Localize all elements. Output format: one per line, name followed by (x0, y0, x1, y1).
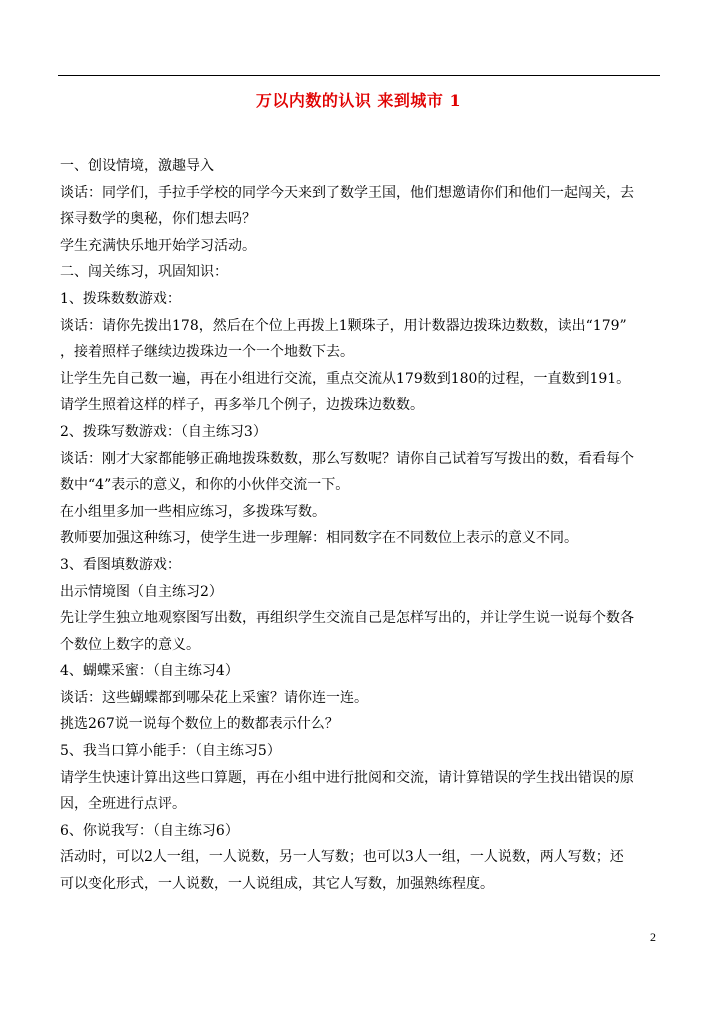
header-rule (58, 75, 660, 76)
text-line: 数中“4”表示的意义，和你的小伙伴交流一下。 (60, 477, 350, 494)
text-line: 5、我当口算小能手：（自主练习5） (60, 743, 281, 760)
text-line: 在小组里多加一些相应练习，多拨珠写数。 (60, 503, 326, 520)
text-line: 谈话：刚才大家都能够正确地拨珠数数，那么写数呢？请你自己试着写写拨出的数，看看每个 (60, 450, 634, 467)
document-title: 万以内数的认识 来到城市 1 (255, 91, 462, 110)
text-line: 请学生照着这样的样子，再多举几个例子，边拨珠边数数。 (60, 397, 424, 414)
text-line: 让学生先自己数一遍，再在小组进行交流，重点交流从179数到180的过程，一直数到191。 (60, 370, 631, 387)
text-line: 3、看图填数游戏： (60, 556, 181, 573)
text-line: 谈话：这些蝴蝶都到哪朵花上采蜜？请你连一连。 (60, 689, 368, 706)
text-line: 4、蝴蝶采蜜：（自主练习4） (60, 663, 239, 680)
text-line: 挑选267说一说每个数位上的数都表示什么？ (60, 716, 339, 733)
text-line: 因，全班进行点评。 (60, 796, 186, 813)
text-line: 6、你说我写：（自主练习6） (60, 822, 239, 839)
page-number: 2 (650, 930, 656, 944)
text-line: 二、闯关练习，巩固知识： (60, 264, 228, 281)
text-line: 教师要加强这种练习，使学生进一步理解：相同数字在不同数位上表示的意义不同。 (60, 530, 578, 547)
text-line: 活动时，可以2人一组，一人说数，另一人写数；也可以3人一组，一人说数，两人写数；还 (60, 849, 624, 866)
text-line: 谈话：同学们，手拉手学校的同学今天来到了数学王国，他们想邀请你们和他们一起闯关，去 (60, 184, 634, 201)
text-line: 1、拨珠数数游戏： (60, 290, 181, 307)
text-line: 出示情境图（自主练习2） (60, 583, 223, 600)
text-line: 个数位上数字的意义。 (60, 636, 200, 653)
document-body (60, 153, 668, 898)
text-line: ，接着照样子继续边拨珠边一个一个地数下去。 (60, 344, 354, 361)
text-line: 可以变化形式，一人说数，一人说组成，其它人写数，加强熟练程度。 (60, 876, 494, 893)
text-line: 2、拨珠写数游戏：（自主练习3） (60, 423, 267, 440)
text-line: 学生充满快乐地开始学习活动。 (60, 237, 256, 254)
text-line: 一、创设情境，激趣导入 (60, 158, 214, 174)
text-line: 探寻数学的奥秘，你们想去吗？ (60, 211, 256, 228)
text-line: 请学生快速计算出这些口算题，再在小组中进行批阅和交流，请计算错误的学生找出错误的原 (60, 769, 634, 786)
text-line: 谈话：请你先拨出178，然后在个位上再拨上1颗珠子，用计数器边拨珠边数数，读出“179” (60, 317, 627, 334)
text-line: 先让学生独立地观察图写出数，再组织学生交流自己是怎样写出的，并让学生说一说每个数各 (60, 610, 634, 627)
